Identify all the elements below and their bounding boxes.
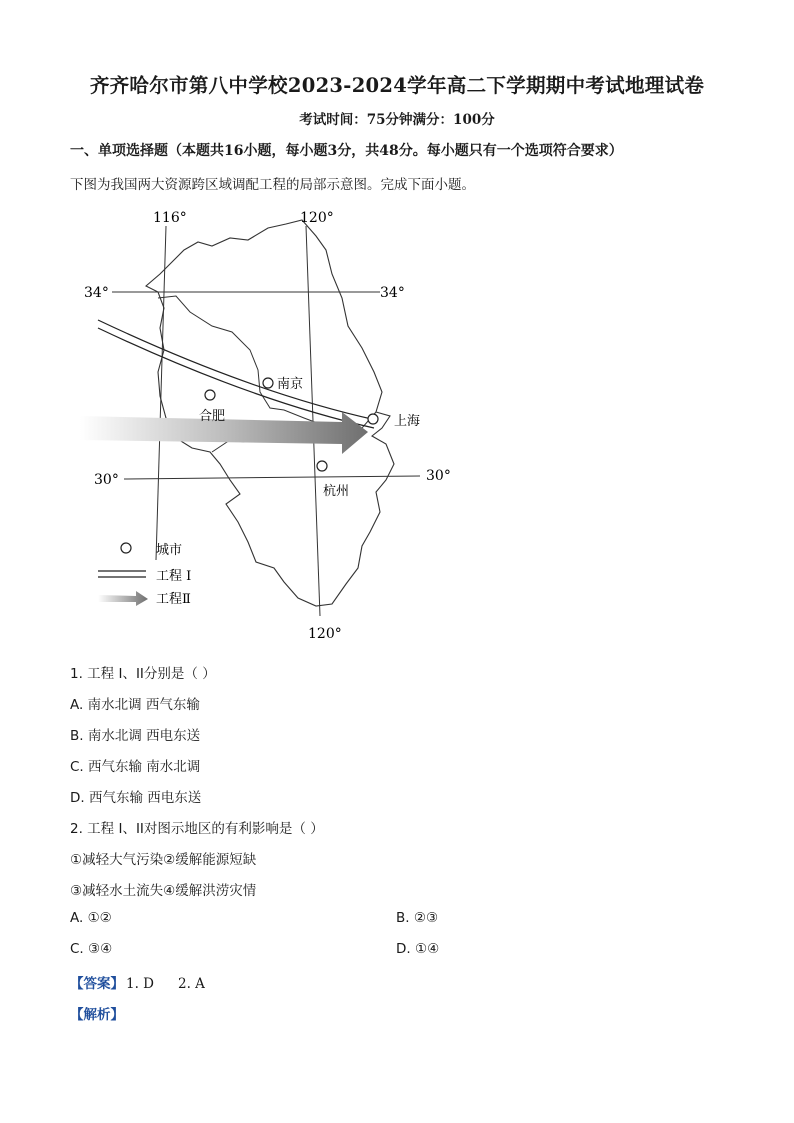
answer-label: 【答案】 <box>70 976 124 992</box>
longitude-label-116: 116° <box>153 210 187 226</box>
analysis-label: 【解析】 <box>70 1007 124 1023</box>
city-label-hefei: 合肥 <box>199 409 226 424</box>
city-marker-hangzhou <box>317 461 327 471</box>
question-1-option-d: D. 西气东输 西电东送 <box>70 790 202 806</box>
region-outline <box>146 220 394 606</box>
city-marker-hefei <box>205 390 215 400</box>
question-2-stem: 2. 工程 I、II对图示地区的有利影响是（ ） <box>70 821 324 837</box>
longitude-label-120-bottom: 120° <box>308 626 342 642</box>
question-2-option-a: A. ①② <box>70 910 112 926</box>
answer-q1: 1. D <box>126 976 154 992</box>
city-label-shanghai: 上海 <box>394 414 421 429</box>
legend-city-label: 城市 <box>156 543 183 558</box>
longitude-label-120: 120° <box>300 210 334 226</box>
question-2-statement-1: ①减轻大气污染②缓解能源短缺 <box>70 852 257 868</box>
question-1-option-b: B. 南水北调 西电东送 <box>70 728 201 744</box>
answer-row <box>70 972 205 992</box>
question-2-statement-2: ③减轻水土流失④缓解洪涝灾情 <box>70 883 257 899</box>
latitude-label-30-right: 30° <box>426 468 451 484</box>
project-1-route <box>98 320 376 420</box>
latitude-label-34-right: 34° <box>380 285 405 301</box>
answer-q2: 2. A <box>178 976 205 992</box>
meridian-120 <box>306 226 320 616</box>
city-marker-nanjing <box>263 378 273 388</box>
question-2-option-c: C. ③④ <box>70 941 113 957</box>
legend-project-1-label: 工程 I <box>156 569 192 584</box>
question-2-option-d: D. ①④ <box>396 941 440 957</box>
province-boundary <box>158 296 376 428</box>
exam-time-info: 考试时间：75分钟满分：100分 <box>299 112 495 128</box>
question-1-option-a: A. 南水北调 西气东输 <box>70 697 200 713</box>
city-marker-shanghai <box>368 414 378 424</box>
legend-city-icon <box>121 543 131 553</box>
city-label-nanjing: 南京 <box>277 377 304 392</box>
question-intro: 下图为我国两大资源跨区域调配工程的局部示意图。完成下面小题。 <box>70 177 475 193</box>
parallel-30 <box>124 476 420 479</box>
legend-project-2-icon <box>98 591 148 606</box>
resource-transfer-map <box>80 202 460 652</box>
latitude-label-34-left: 34° <box>84 285 109 301</box>
question-1-option-c: C. 西气东输 南水北调 <box>70 759 201 775</box>
exam-title: 齐齐哈尔市第八中学校2023-2024学年高二下学期期中考试地理试卷 <box>89 74 705 97</box>
legend-project-2-label: 工程Ⅱ <box>156 592 191 607</box>
question-2-option-b: B. ②③ <box>396 910 439 926</box>
question-1-stem: 1. 工程 I、II分别是（ ） <box>70 666 216 682</box>
latitude-label-30-left: 30° <box>94 472 119 488</box>
section-heading: 一、单项选择题（本题共16小题，每小题3分，共48分。每小题只有一个选项符合要求） <box>70 143 623 159</box>
city-label-hangzhou: 杭州 <box>323 484 350 499</box>
